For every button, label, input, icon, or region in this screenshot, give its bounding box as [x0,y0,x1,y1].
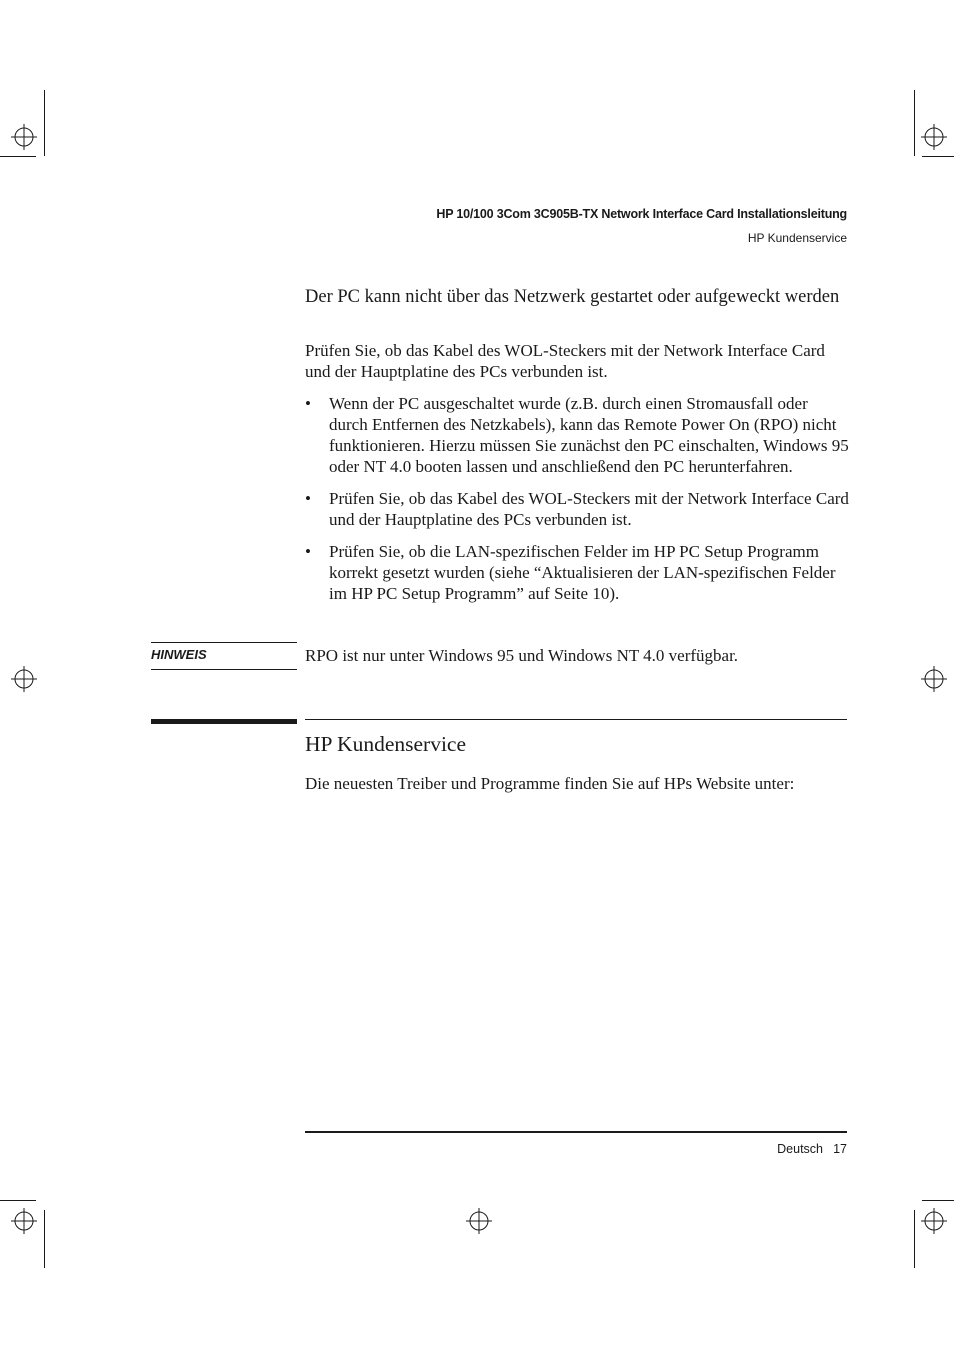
list-item [305,488,850,530]
intro-paragraph: Prüfen Sie, ob das Kabel des WOL-Steckers mit der Network Interface Card und der Hauptplatine des PCs verbunden ist. [305,341,825,381]
crop-mark [914,1210,915,1268]
crop-mark [914,90,915,156]
registration-mark-icon [921,1208,947,1234]
running-header-section: HP Kundenservice [747,231,847,245]
list-item-text: Prüfen Sie, ob das Kabel des WOL-Steckers mit der Network Interface Card und der Hauptplatine des PCs verbunden ist. [329,489,849,529]
section-heading: Der PC kann nicht über das Netzwerk gestartet oder aufgeweckt werden [305,287,840,307]
list-item [305,541,850,604]
registration-mark-icon [11,666,37,692]
registration-mark-icon [466,1208,492,1234]
crop-mark [0,1200,36,1201]
section-paragraph: Die neuesten Treiber und Programme finden Sie auf HPs Website unter: [305,774,795,793]
bullet-icon: • [305,394,311,413]
footer-rule [305,1131,847,1133]
note-text: RPO ist nur unter Windows 95 und Windows NT 4.0 verfügbar. [305,646,739,665]
bullet-list [305,393,850,604]
crop-mark [922,156,954,157]
crop-mark [44,90,45,156]
note-label: HINWEIS [151,647,207,662]
crop-mark [44,1210,45,1268]
section-title: HP Kundenservice [305,732,467,756]
bullet-icon: • [305,542,311,561]
running-header-title: HP 10/100 3Com 3C905B-TX Network Interface Card Installationsleitung [436,207,847,221]
footer-language: Deutsch [777,1142,823,1156]
bullet-icon: • [305,489,311,508]
registration-mark-icon [921,666,947,692]
note-rule-top [151,642,297,643]
registration-mark-icon [11,1208,37,1234]
list-item-text: Prüfen Sie, ob die LAN-spezifischen Felder im HP PC Setup Programm korrekt gesetzt wurden (siehe “Aktualisieren der LAN-spezifischen Felder im HP PC Setup Programm” auf Seite 10). [329,542,836,603]
section-rule-thick [151,719,297,724]
note-rule-bottom [151,669,297,670]
list-item [305,393,850,477]
list-item-text: Wenn der PC ausgeschaltet wurde (z.B. durch einen Stromausfall oder durch Entfernen des Netzkabels), kann das Remote Power On (RPO) nicht funktionieren. Hierzu müssen Sie zunächst den PC einschalten, Windows 95 oder NT 4.0 booten lassen und anschließend den PC herunterfahren. [329,394,849,476]
section-rule-thin [305,719,847,720]
page-number: 17 [833,1142,847,1156]
registration-mark-icon [921,124,947,150]
registration-mark-icon [11,124,37,150]
crop-mark [0,156,36,157]
crop-mark [922,1200,954,1201]
